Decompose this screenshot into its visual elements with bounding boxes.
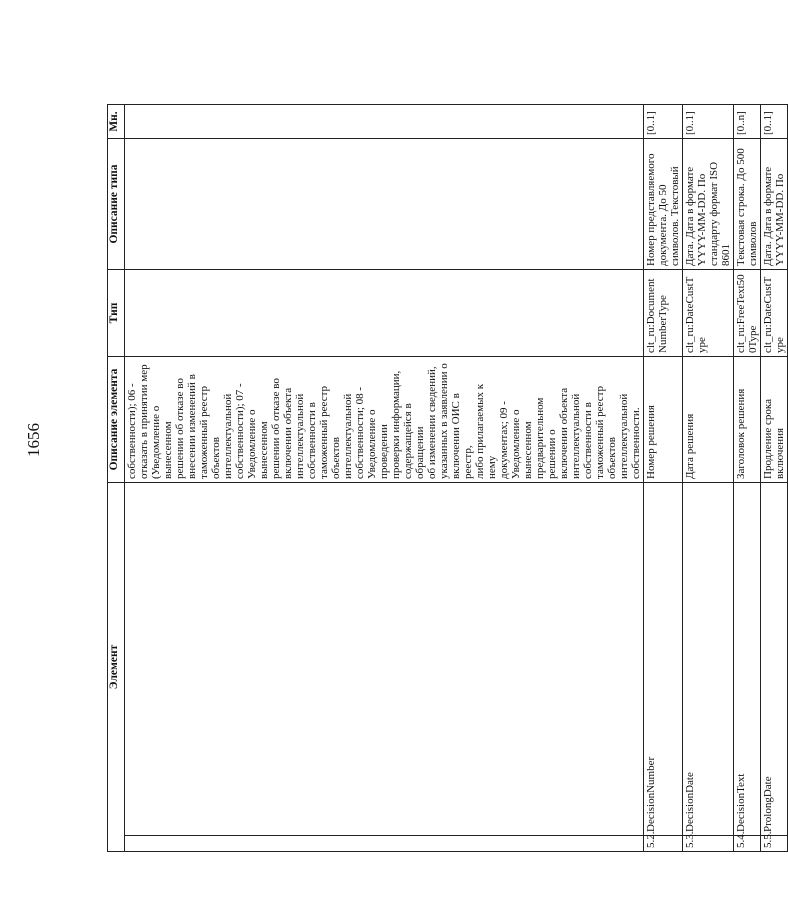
rotated-table-container xyxy=(107,105,786,852)
description-line: отказать в принятии мер xyxy=(138,364,150,479)
description-line: Уведомление о проведении xyxy=(366,409,390,479)
header-type: Тип xyxy=(108,269,125,356)
element-description: Продление срока включения xyxy=(761,356,788,482)
cell-type-description xyxy=(125,138,644,269)
description-line: проверки информации, xyxy=(390,370,402,479)
table-row xyxy=(644,104,683,851)
description-line: содержащейся в обращении xyxy=(402,403,426,479)
description-line: интеллектуальной xyxy=(570,393,582,479)
type-name: clt_ru:DocumentNumberType xyxy=(644,269,683,356)
description-line: решении об отказе во xyxy=(174,378,186,479)
row-number: 5.5. xyxy=(761,836,788,852)
description-line: Уведомление о вынесенном xyxy=(246,409,270,479)
cell-element xyxy=(125,482,644,835)
cell-type xyxy=(125,269,644,356)
description-line: указанных в заявлении о xyxy=(438,363,450,479)
element-name: DecisionText xyxy=(734,482,761,835)
description-line: внесении изменений в xyxy=(186,374,198,479)
description-line: таможенный реестр xyxy=(318,385,330,479)
table-row xyxy=(761,104,788,851)
header-multiplicity: Мн. xyxy=(108,104,125,138)
description-line: таможенный реестр xyxy=(594,385,606,479)
cell-description-continued xyxy=(125,356,644,482)
description-line: объектов интеллектуальной xyxy=(210,393,234,479)
continued-description-text xyxy=(126,360,642,479)
element-name: ProlongDate xyxy=(761,482,788,835)
type-name: clt_ru:FreeText500Type xyxy=(734,269,761,356)
description-line: (Уведомление о вынесенном xyxy=(150,405,174,479)
page-number: 1656 xyxy=(24,423,43,457)
row-number: 5.3. xyxy=(683,836,734,852)
row-number: 5.4. xyxy=(734,836,761,852)
description-line: либо прилагаемых к нему xyxy=(474,383,498,479)
description-line: объектов интеллектуальной xyxy=(606,393,630,479)
multiplicity: [0..1] xyxy=(683,104,734,138)
description-line: предварительном решении о xyxy=(534,397,558,479)
description-line: интеллектуальной xyxy=(294,393,306,479)
description-line: решении об отказе во xyxy=(270,378,282,479)
schema-table xyxy=(107,104,788,852)
element-description: Заголовок решения xyxy=(734,356,761,482)
type-name: clt_ru:DateCustType xyxy=(761,269,788,356)
type-description: Дата. Дата в формате YYYY-MM-DD. По стандарту формат ISO 8601 xyxy=(683,138,734,269)
element-name: DecisionNumber xyxy=(644,482,683,835)
description-line: собственности. xyxy=(630,407,642,479)
table-row xyxy=(734,104,761,851)
description-line: включении объекта xyxy=(282,387,294,479)
description-line: собственности; 08 - xyxy=(354,386,366,479)
header-element: Элемент xyxy=(108,482,125,851)
description-line: объектов интеллектуальной xyxy=(330,393,354,479)
type-description: Номер представляемого документа. До 50 символов. Текстовый xyxy=(644,138,683,269)
type-description: Текстовая строка. До 500 символов xyxy=(734,138,761,269)
description-line: собственности); 07 - xyxy=(234,383,246,479)
description-line: об изменении сведений, xyxy=(426,366,438,479)
description-line: включении ОИС в реестр, xyxy=(450,393,474,479)
table-row xyxy=(683,104,734,851)
description-line: собственности в xyxy=(582,402,594,479)
element-description: Номер решения xyxy=(644,356,683,482)
header-type-description: Описание типа xyxy=(108,138,125,269)
description-line: документах; 09 - xyxy=(498,401,510,479)
element-name: DecisionDate xyxy=(683,482,734,835)
cell-num xyxy=(125,836,644,852)
type-name: clt_ru:DateCustType xyxy=(683,269,734,356)
type-description: Дата. Дата в формате YYYY-MM-DD. По xyxy=(761,138,788,269)
description-line: собственности в xyxy=(306,402,318,479)
description-line: собственности); 06 - xyxy=(126,383,138,479)
description-line: включении объекта xyxy=(558,387,570,479)
table-row-continued xyxy=(125,104,644,851)
multiplicity: [0..1] xyxy=(761,104,788,138)
header-element-description: Описание элемента xyxy=(108,356,125,482)
table-header-row xyxy=(108,104,125,851)
cell-multiplicity xyxy=(125,104,644,138)
multiplicity: [0..n] xyxy=(734,104,761,138)
row-number: 5.2. xyxy=(644,836,683,852)
description-line: таможенный реестр xyxy=(198,385,210,479)
element-description: Дата решения xyxy=(683,356,734,482)
description-line: Уведомление о вынесенном xyxy=(510,409,534,479)
multiplicity: [0..1] xyxy=(644,104,683,138)
